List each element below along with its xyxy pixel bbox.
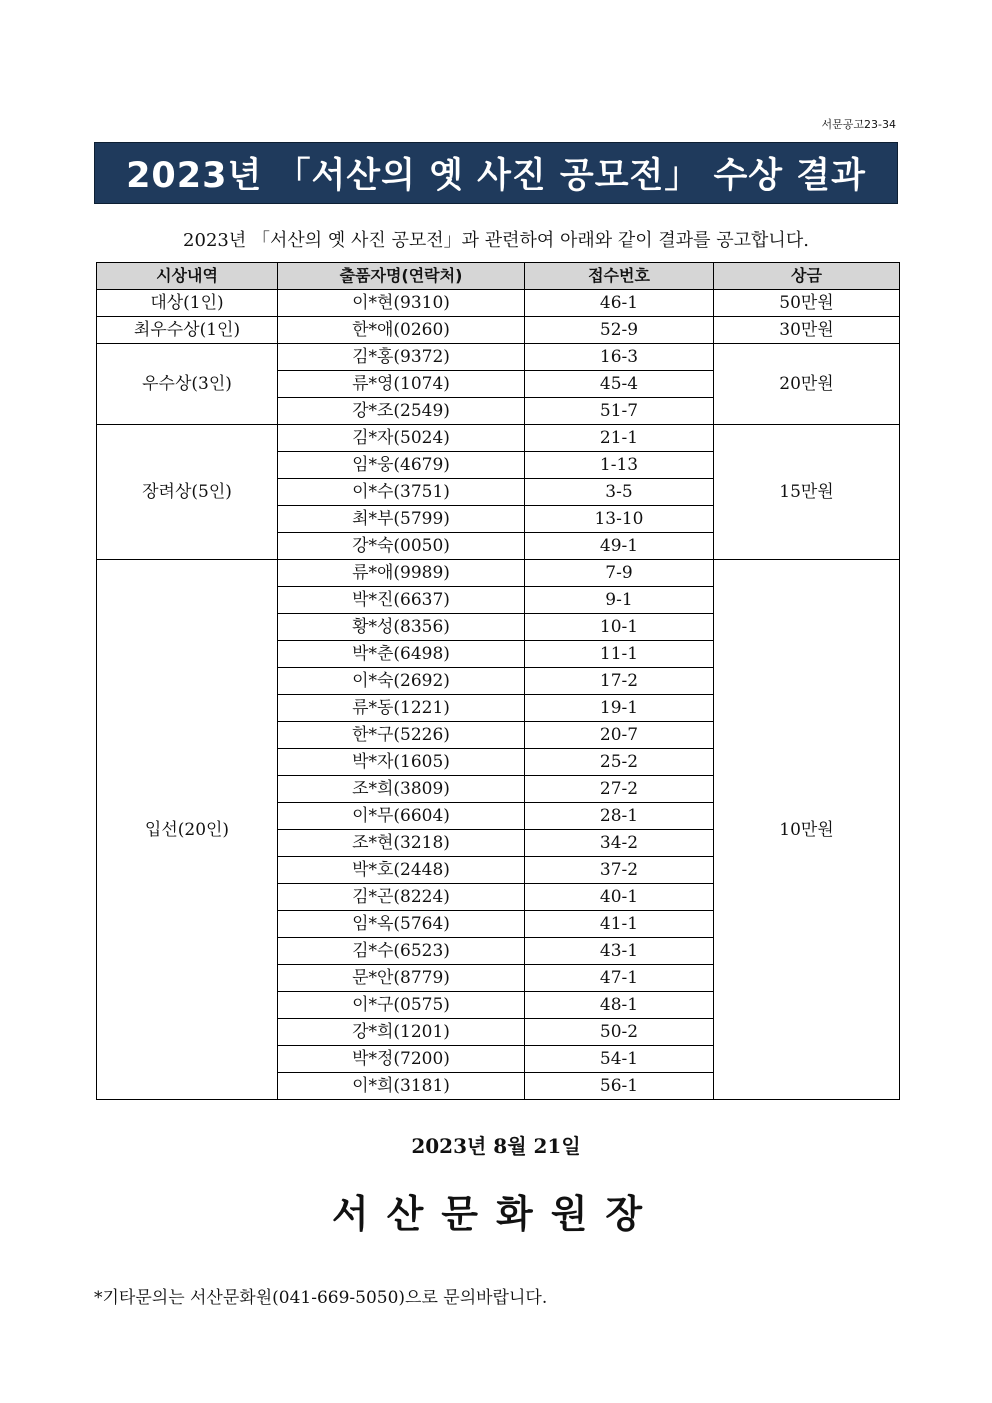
receipt-number: 9-1 (525, 587, 714, 614)
receipt-number: 25-2 (525, 749, 714, 776)
entrant-name: 문*안(8779) (278, 965, 525, 992)
entrant-name: 김*수(6523) (278, 938, 525, 965)
results-body (97, 290, 900, 1100)
intro-text: 2023년 「서산의 옛 사진 공모전」과 관련하여 아래와 같이 결과를 공고합니다. (183, 230, 809, 251)
receipt-number: 28-1 (525, 803, 714, 830)
entrant-name: 이*무(6604) (278, 803, 525, 830)
receipt-number: 17-2 (525, 668, 714, 695)
receipt-number: 37-2 (525, 857, 714, 884)
receipt-number: 34-2 (525, 830, 714, 857)
receipt-number: 54-1 (525, 1046, 714, 1073)
entrant-name: 김*홍(9372) (278, 344, 525, 371)
document-number: 서문공고23-34 (821, 118, 896, 131)
entrant-name: 류*애(9989) (278, 560, 525, 587)
entrant-name: 이*수(3751) (278, 479, 525, 506)
page-title-banner (94, 142, 898, 204)
receipt-number: 52-9 (525, 317, 714, 344)
entrant-name: 박*자(1605) (278, 749, 525, 776)
entrant-name: 조*희(3809) (278, 776, 525, 803)
entrant-name: 박*춘(6498) (278, 641, 525, 668)
table-header-row (97, 263, 900, 290)
entrant-name: 이*숙(2692) (278, 668, 525, 695)
receipt-number: 16-3 (525, 344, 714, 371)
award-category: 대상(1인) (97, 290, 278, 317)
table-row (97, 290, 900, 317)
receipt-number: 11-1 (525, 641, 714, 668)
entrant-name: 김*곤(8224) (278, 884, 525, 911)
entrant-name: 최*부(5799) (278, 506, 525, 533)
footnote: *기타문의는 서산문화원(041-669-5050)으로 문의바랍니다. (94, 1288, 548, 1308)
receipt-number: 1-13 (525, 452, 714, 479)
receipt-number: 56-1 (525, 1073, 714, 1100)
receipt-number: 43-1 (525, 938, 714, 965)
prize-amount: 30만원 (714, 317, 900, 344)
receipt-number: 40-1 (525, 884, 714, 911)
entrant-name: 강*희(1201) (278, 1019, 525, 1046)
table-row (97, 425, 900, 452)
award-category: 최우수상(1인) (97, 317, 278, 344)
receipt-number: 47-1 (525, 965, 714, 992)
receipt-number: 7-9 (525, 560, 714, 587)
award-category: 우수상(3인) (97, 344, 278, 425)
receipt-number: 51-7 (525, 398, 714, 425)
entrant-name: 임*웅(4679) (278, 452, 525, 479)
entrant-name: 류*동(1221) (278, 695, 525, 722)
prize-amount: 15만원 (714, 425, 900, 560)
entrant-name: 류*영(1074) (278, 371, 525, 398)
receipt-number: 3-5 (525, 479, 714, 506)
award-category: 장려상(5인) (97, 425, 278, 560)
prize-amount: 10만원 (714, 560, 900, 1100)
entrant-name: 이*구(0575) (278, 992, 525, 1019)
table-row (97, 560, 900, 587)
entrant-name: 박*호(2448) (278, 857, 525, 884)
table-row (97, 344, 900, 371)
receipt-number: 13-10 (525, 506, 714, 533)
receipt-number: 50-2 (525, 1019, 714, 1046)
page-title: 2023년 「서산의 옛 사진 공모전」 수상 결과 (126, 156, 866, 196)
entrant-name: 이*현(9310) (278, 290, 525, 317)
entrant-name: 한*애(0260) (278, 317, 525, 344)
entrant-name: 이*희(3181) (278, 1073, 525, 1100)
award-category: 입선(20인) (97, 560, 278, 1100)
entrant-name: 황*성(8356) (278, 614, 525, 641)
signer: 서산문화원장 (331, 1191, 661, 1236)
announcement-date: 2023년 8월 21일 (411, 1134, 581, 1158)
receipt-number: 21-1 (525, 425, 714, 452)
receipt-number: 45-4 (525, 371, 714, 398)
receipt-number: 49-1 (525, 533, 714, 560)
receipt-number: 19-1 (525, 695, 714, 722)
prize-amount: 50만원 (714, 290, 900, 317)
receipt-number: 41-1 (525, 911, 714, 938)
receipt-number: 48-1 (525, 992, 714, 1019)
receipt-number: 46-1 (525, 290, 714, 317)
entrant-name: 임*옥(5764) (278, 911, 525, 938)
prize-amount: 20만원 (714, 344, 900, 425)
entrant-name: 강*조(2549) (278, 398, 525, 425)
header-receipt-no: 접수번호 (525, 263, 714, 290)
entrant-name: 강*숙(0050) (278, 533, 525, 560)
receipt-number: 27-2 (525, 776, 714, 803)
header-prize: 상금 (714, 263, 900, 290)
entrant-name: 한*구(5226) (278, 722, 525, 749)
header-name: 출품자명(연락처) (278, 263, 525, 290)
results-table (96, 262, 900, 1100)
entrant-name: 박*진(6637) (278, 587, 525, 614)
entrant-name: 김*자(5024) (278, 425, 525, 452)
receipt-number: 20-7 (525, 722, 714, 749)
entrant-name: 조*현(3218) (278, 830, 525, 857)
receipt-number: 10-1 (525, 614, 714, 641)
header-category: 시상내역 (97, 263, 278, 290)
table-row (97, 317, 900, 344)
entrant-name: 박*정(7200) (278, 1046, 525, 1073)
